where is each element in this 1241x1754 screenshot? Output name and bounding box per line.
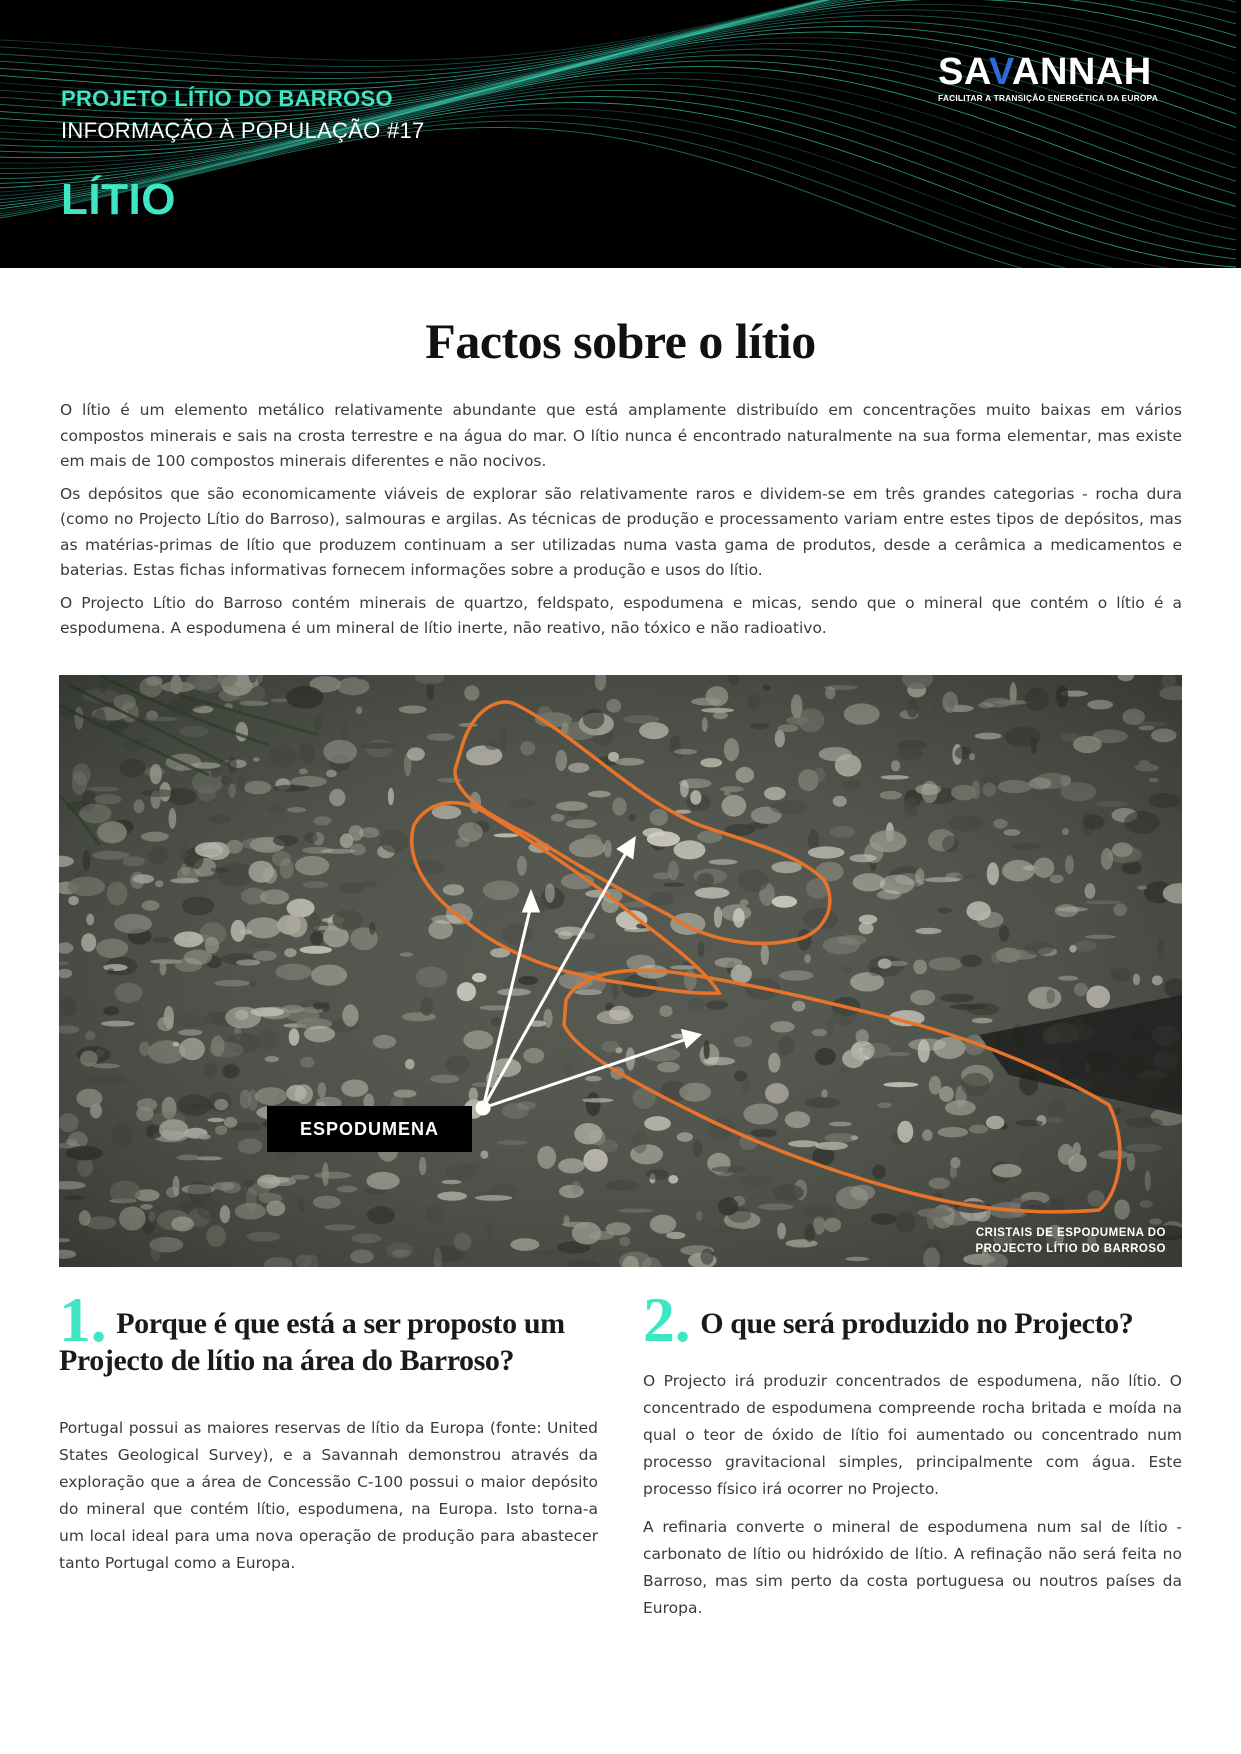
spodumene-photo (59, 675, 1182, 1267)
logo-wordmark (938, 52, 1184, 92)
logo-accent-letter: V (988, 51, 1012, 93)
section-1-number: 1. (59, 1284, 107, 1355)
page-header (0, 0, 1241, 268)
espodumena-label: ESPODUMENA (267, 1106, 472, 1152)
section-2-body-2: A refinaria converte o mineral de espodumena num sal de lítio - carbonato de lítio ou hidróxido de lítio. A refinação não será feita no Barroso, mas sim perto da costa portuguesa ou noutros países da Europa. (643, 1518, 1182, 1617)
logo-word-start: SA (938, 51, 989, 93)
section-2-body-1: O Projecto irá produzir concentrados de espodumena, não lítio. O concentrado de espodumena compreende rocha britada e moída na qual o teor de óxido de lítio foi aumentado ou concentrado num processo gravitacional simples, principalmente com água. Este processo físico irá ocorrer no Projecto. (643, 1372, 1182, 1498)
section-2-heading (643, 1284, 1182, 1355)
section-2-number: 2. (643, 1284, 691, 1355)
page-heading: Factos sobre o lítio (425, 313, 816, 369)
wave-line (0, 128, 1236, 269)
intro-paragraph-3: O Projecto Lítio do Barroso contém minerais de quartzo, feldspato, espodumena e micas, sendo que o mineral que contém o lítio é a espodumena. A espodumena é um mineral de lítio inerte, não reativo, não tóxico e não radioativo. (60, 593, 1182, 637)
section-2 (643, 1284, 1182, 1622)
photo-caption-line-2: PROJECTO LÍTIO DO BARROSO (975, 1243, 1166, 1255)
photo-caption-line-1: CRISTAIS DE ESPODUMENA DO (975, 1227, 1166, 1239)
section-1-question: Porque é que está a ser proposto um Projecto de lítio na área do Barroso? (59, 1307, 565, 1377)
intro-paragraph-1: O lítio é um elemento metálico relativamente abundante que está amplamente distribuído em concentrações muito baixas em vários compostos minerais e sais na crosta terrestre e na água do mar. O lítio nunca é encontrado naturalmente na sua forma elementar, mas existe em mais de 100 compostos minerais diferentes e não nocivos. (60, 401, 1182, 470)
info-bulletin-line: INFORMAÇÃO À POPULAÇÃO #17 (61, 118, 425, 143)
rock-texture-image (59, 675, 1182, 1267)
intro-paragraph-2: Os depósitos que são economicamente viáveis de explorar são relativamente raros e dividem-se em três grandes categorias - rocha dura (como no Projecto Lítio do Barroso), salmouras e argilas. As técnicas de produção e processamento variam entre estes tipos de depósitos, mas as matérias-primas de lítio que produzem continuam a ser utilizadas numa vasta gama de produtos, desde a cerâmica a medicamentos e baterias. Estas fichas informativas fornecem informações sobre a produção e usos do lítio. (60, 484, 1182, 579)
section-1-body: Portugal possui as maiores reservas de lítio da Europa (fonte: United States Geological Survey), e a Savannah demonstrou através da exploração que a área de Concessão C-100 possui o maior depósito do mineral que contém lítio, espodumena, na Europa. Isto torna-a um local ideal para uma nova operação de produção para abastecer tanto Portugal como a Europa. (59, 1419, 598, 1572)
section-1 (59, 1284, 598, 1577)
logo-word-end: ANNAH (1012, 51, 1152, 93)
savannah-logo (938, 52, 1184, 103)
section-title: LÍTIO (61, 175, 176, 224)
section-2-question: O que será produzido no Projecto? (700, 1307, 1134, 1340)
project-title: PROJETO LÍTIO DO BARROSO (61, 86, 393, 111)
section-1-heading (59, 1284, 598, 1379)
logo-tagline: FACILITAR A TRANSIÇÃO ENERGÉTICA DA EUROPA (938, 93, 1158, 103)
photo-caption (906, 1225, 1166, 1257)
intro-text (60, 398, 1182, 649)
